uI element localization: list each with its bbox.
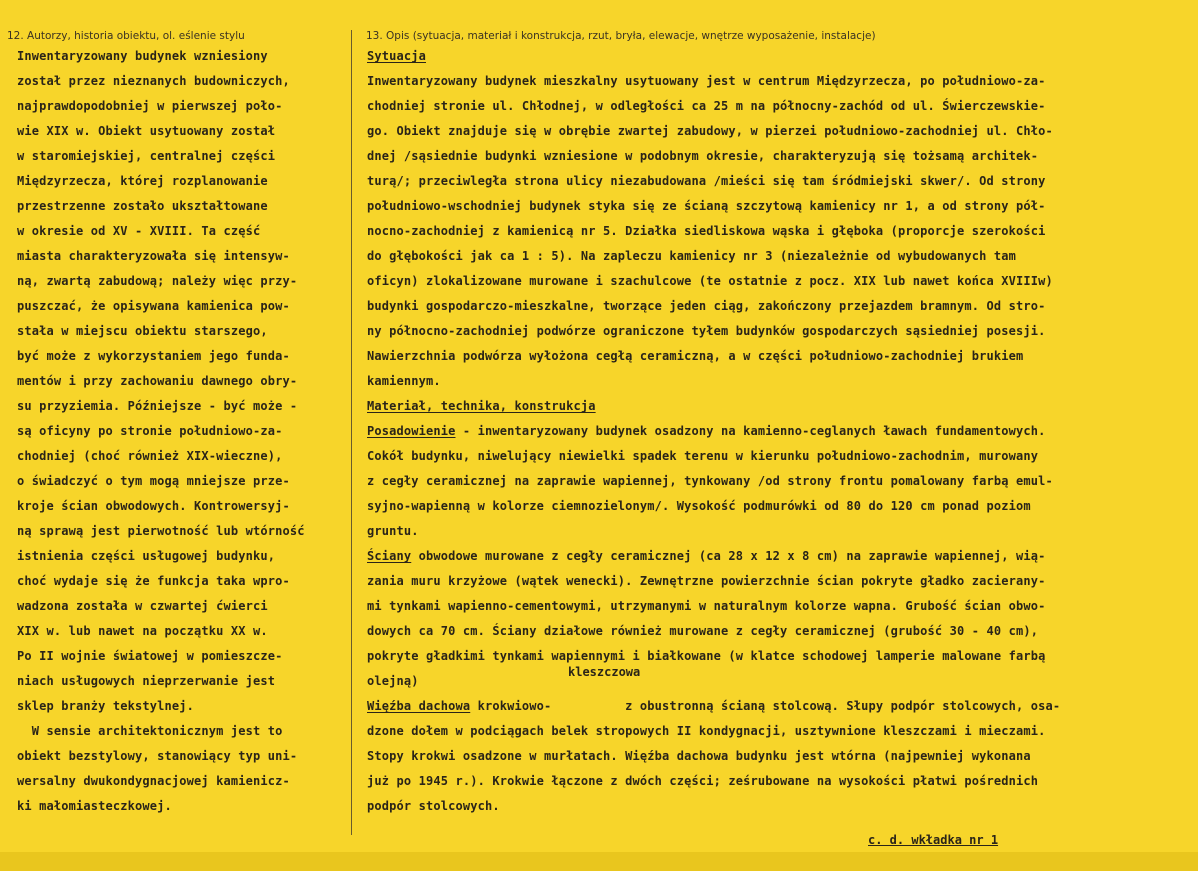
line-text: zania muru krzyżowe (wątek wenecki). Zewnętrzne powierzchnie ścian pokryte gładko zacierany- bbox=[367, 574, 1046, 588]
text-line: W sensie architektonicznym jest to bbox=[17, 724, 283, 738]
text-line bbox=[367, 569, 1197, 594]
line-text: - inwentaryzowany budynek osadzony na kamienno-ceglanych ławach fundamentowych. bbox=[455, 424, 1046, 438]
text-line: XIX w. lub nawet na początku XX w. bbox=[17, 624, 268, 638]
line-text: dnej /sąsiednie budynki wzniesione w podobnym okresie, charakteryzują się tożsamą architek- bbox=[367, 149, 1039, 163]
text-line bbox=[367, 544, 1197, 569]
continuation-note: c. d. wkładka nr 1 bbox=[868, 833, 999, 847]
line-text: Cokół budynku, niwelujący niewielki spadek terenu w kierunku południowo-zachodnim, murowany bbox=[367, 449, 1039, 463]
section-heading: Więźba dachowa bbox=[367, 699, 471, 713]
text-line bbox=[367, 619, 1197, 644]
text-line: puszczać, że opisywana kamienica pow- bbox=[17, 299, 290, 313]
line-text: już po 1945 r.). Krokwie łączone z dwóch części; ześrubowane na wysokości płatwi pośrednich bbox=[367, 774, 1039, 788]
line-text: olejną) bbox=[367, 674, 419, 688]
text-line: o świadczyć o tym mogą mniejsze prze- bbox=[17, 474, 290, 488]
line-text: budynki gospodarczo-mieszkalne, tworzące jeden ciąg, zakończony przejazdem bramnym. Od stro- bbox=[367, 299, 1046, 313]
right-column-header: 13. Opis (sytuacja, materiał i konstrukcja, rzut, bryła, elewacje, wnętrze wyposażenie, instalacje) bbox=[366, 30, 876, 42]
text-line: chodniej (choć również XIX-wieczne), bbox=[17, 449, 283, 463]
text-line: został przez nieznanych budowniczych, bbox=[17, 74, 290, 88]
text-line: w okresie od XV - XVIII. Ta część bbox=[17, 224, 261, 238]
line-text: mi tynkami wapienno-cementowymi, utrzymanymi w naturalnym kolorze wapna. Grubość ścian obwo- bbox=[367, 599, 1046, 613]
text-line bbox=[367, 319, 1197, 344]
text-line bbox=[367, 469, 1197, 494]
text-line bbox=[367, 294, 1197, 319]
paper-edge bbox=[0, 852, 1198, 871]
text-line bbox=[367, 194, 1197, 219]
text-line bbox=[367, 219, 1197, 244]
text-line bbox=[367, 344, 1197, 369]
line-text: go. Obiekt znajduje się w obrębie zwartej zabudowy, w pierzei południowo-zachodniej ul. Chło- bbox=[367, 124, 1053, 138]
line-text: południowo-wschodniej budynek styka się ze ścianą szczytową kamienicy nr 1, a od strony pół- bbox=[367, 199, 1046, 213]
description-text-column bbox=[367, 44, 1197, 819]
text-line: obiekt bezstylowy, stanowiący typ uni- bbox=[17, 749, 298, 763]
text-line: wersalny dwukondygnacjowej kamienicz- bbox=[17, 774, 290, 788]
text-line bbox=[367, 744, 1197, 769]
text-line: choć wydaje się że funkcja taka wpro- bbox=[17, 574, 290, 588]
text-line: ną, zwartą zabudową; należy więc przy- bbox=[17, 274, 298, 288]
section-heading: Posadowienie bbox=[367, 424, 456, 438]
section-heading: Ściany bbox=[367, 549, 412, 563]
line-text: chodniej stronie ul. Chłodnej, w odległości ca 25 m na północny-zachód od ul. Świerczewskie- bbox=[367, 99, 1046, 113]
line-text: kamiennym. bbox=[367, 374, 441, 388]
text-line bbox=[367, 69, 1197, 94]
line-text: gruntu. bbox=[367, 524, 419, 538]
text-line bbox=[367, 94, 1197, 119]
text-line: Inwentaryzowany budynek wzniesiony bbox=[17, 49, 268, 63]
line-text: Inwentaryzowany budynek mieszkalny usytuowany jest w centrum Międzyrzecza, po południowo-za- bbox=[367, 74, 1046, 88]
text-line bbox=[367, 644, 1197, 669]
text-line bbox=[367, 694, 1197, 719]
text-line: najprawdopodobniej w pierwszej poło- bbox=[17, 99, 283, 113]
text-line: w staromiejskiej, centralnej części bbox=[17, 149, 276, 163]
text-line: su przyziemia. Późniejsze - być może - bbox=[17, 399, 298, 413]
text-line: stała w miejscu obiektu starszego, bbox=[17, 324, 268, 338]
left-column-header: 12. Autorzy, historia obiektu, ol. eślenie stylu bbox=[7, 30, 245, 42]
line-text: syjno-wapienną w kolorze ciemnozielonym/. Wysokość podmurówki od 80 do 120 cm ponad poziom bbox=[367, 499, 1031, 513]
text-line bbox=[367, 719, 1197, 744]
line-text: krokwiowo- z obustronną ścianą stolcową. Słupy podpór stolcowych, osa- bbox=[470, 699, 1061, 713]
text-line: miasta charakteryzowała się intensyw- bbox=[17, 249, 290, 263]
text-line bbox=[367, 44, 1197, 69]
text-line: są oficyny po stronie południowo-za- bbox=[17, 424, 283, 438]
text-line bbox=[367, 519, 1197, 544]
text-line bbox=[367, 169, 1197, 194]
text-line: kroje ścian obwodowych. Kontrowersyj- bbox=[17, 499, 290, 513]
section-heading: Sytuacja bbox=[367, 49, 426, 63]
text-line bbox=[367, 119, 1197, 144]
inserted-word: kleszczowa bbox=[568, 665, 641, 679]
text-line bbox=[367, 244, 1197, 269]
text-line bbox=[367, 594, 1197, 619]
line-text: do głębokości jak ca 1 : 5). Na zapleczu kamienicy nr 3 (niezależnie od wybudowanych tam bbox=[367, 249, 1016, 263]
text-line: istnienia części usługowej budynku, bbox=[17, 549, 276, 563]
text-line: niach usługowych nieprzerwanie jest bbox=[17, 674, 276, 688]
text-line: sklep branży tekstylnej. bbox=[17, 699, 194, 713]
text-line bbox=[367, 369, 1197, 394]
text-line: Po II wojnie światowej w pomieszcze- bbox=[17, 649, 283, 663]
text-line: wie XIX w. Obiekt usytuowany został bbox=[17, 124, 276, 138]
text-line bbox=[367, 494, 1197, 519]
line-text: turą/; przeciwległa strona ulicy niezabudowana /mieści się tam śródmiejski skwer/. Od strony bbox=[367, 174, 1046, 188]
text-line bbox=[367, 419, 1197, 444]
text-line bbox=[367, 769, 1197, 794]
line-text: nocno-zachodniej z kamienicą nr 5. Działka siedliskowa wąska i głęboka (proporcje szerokości bbox=[367, 224, 1046, 238]
text-line bbox=[367, 794, 1197, 819]
text-line bbox=[367, 669, 1197, 694]
history-text-column bbox=[17, 44, 352, 819]
text-line: wadzona została w czwartej ćwierci bbox=[17, 599, 268, 613]
section-heading: Materiał, technika, konstrukcja bbox=[367, 399, 596, 413]
text-line: mentów i przy zachowaniu dawnego obry- bbox=[17, 374, 298, 388]
line-text: ny północno-zachodniej podwórze ograniczone tyłem budynków gospodarczych sąsiedniej posesji. bbox=[367, 324, 1046, 338]
line-text: z cegły ceramicznej na zaprawie wapiennej, tynkowany /od strony frontu pomalowany farbą emul- bbox=[367, 474, 1053, 488]
line-text: oficyn) zlokalizowane murowane i szachulcowe (te ostatnie z pocz. XIX lub nawet końca XVIIIw) bbox=[367, 274, 1053, 288]
text-line: być może z wykorzystaniem jego funda- bbox=[17, 349, 290, 363]
text-line: ną sprawą jest pierwotność lub wtórność bbox=[17, 524, 305, 538]
line-text: Nawierzchnia podwórza wyłożona cegłą ceramiczną, a w części południowo-zachodniej brukiem bbox=[367, 349, 1024, 363]
text-line: ki małomiasteczkowej. bbox=[17, 799, 172, 813]
text-line bbox=[367, 144, 1197, 169]
line-text: obwodowe murowane z cegły ceramicznej (ca 28 x 12 x 8 cm) na zaprawie wapiennej, wią- bbox=[411, 549, 1046, 563]
text-line bbox=[367, 394, 1197, 419]
line-text: Stopy krokwi osadzone w murłatach. Więźba dachowa budynku jest wtórna (najpewniej wykonana bbox=[367, 749, 1031, 763]
line-text: podpór stolcowych. bbox=[367, 799, 500, 813]
text-line bbox=[367, 444, 1197, 469]
line-text: dzone dołem w podciągach belek stropowych II kondygnacji, usztywnione kleszczami i mieczami. bbox=[367, 724, 1046, 738]
line-text: dowych ca 70 cm. Ściany działowe również murowane z cegły ceramicznej (grubość 30 - 40 cm), bbox=[367, 624, 1039, 638]
line-text: pokryte gładkimi tynkami wapiennymi i białkowane (w klatce schodowej lamperie malowane farbą bbox=[367, 649, 1046, 663]
text-line bbox=[367, 269, 1197, 294]
text-line: Międzyrzecza, której rozplanowanie bbox=[17, 174, 268, 188]
text-line: przestrzenne zostało ukształtowane bbox=[17, 199, 268, 213]
